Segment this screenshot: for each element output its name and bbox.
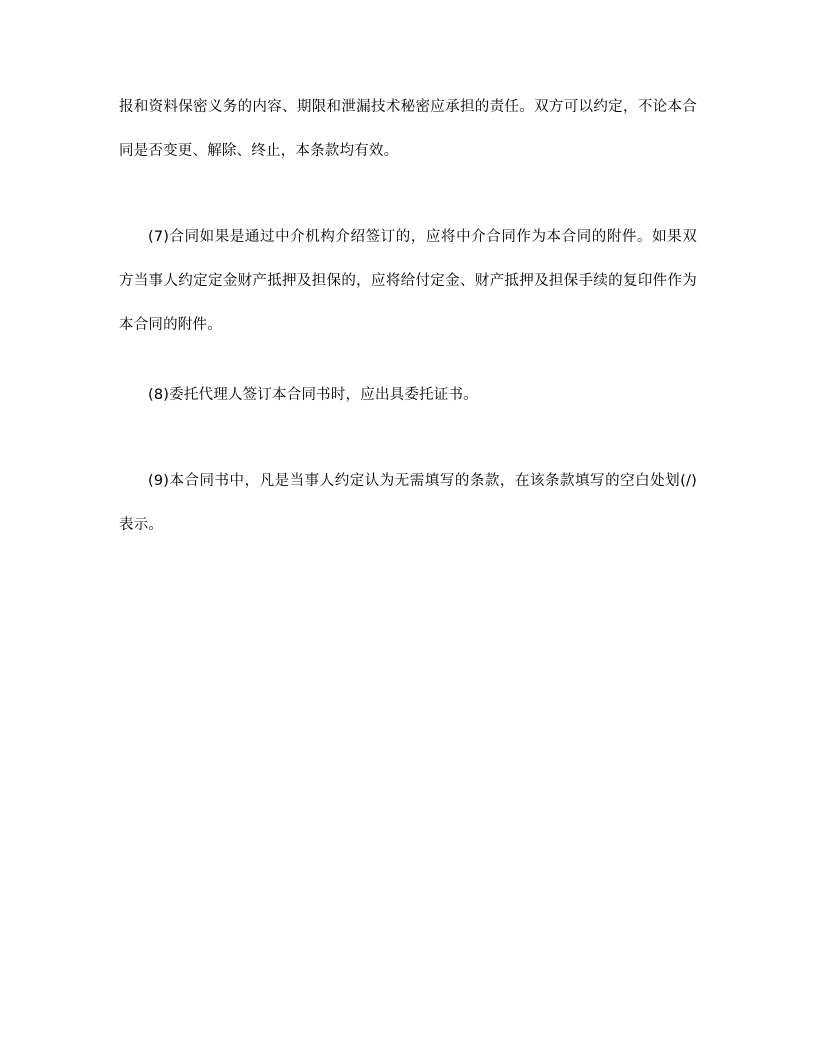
paragraph-item-7: (7)合同如果是通过中介机构介绍签订的，应将中介合同作为本合同的附件。如果双方当事人约定定金财产抵押及担保的，应将给付定金、财产抵押及担保手续的复印件作为本合同的附件。 [119,229,697,333]
paragraph-item-9: (9)本合同书中，凡是当事人约定认为无需填写的条款，在该条款填写的空白处划(/)表示。 [119,473,697,533]
paragraph-confidentiality-continuation: 报和资料保密义务的内容、期限和泄漏技术秘密应承担的责任。双方可以约定，不论本合同是否变更、解除、终止，本条款均有效。 [119,99,697,159]
paragraph-item-8: (8)委托代理人签订本合同书时，应出具委托证书。 [148,387,478,403]
